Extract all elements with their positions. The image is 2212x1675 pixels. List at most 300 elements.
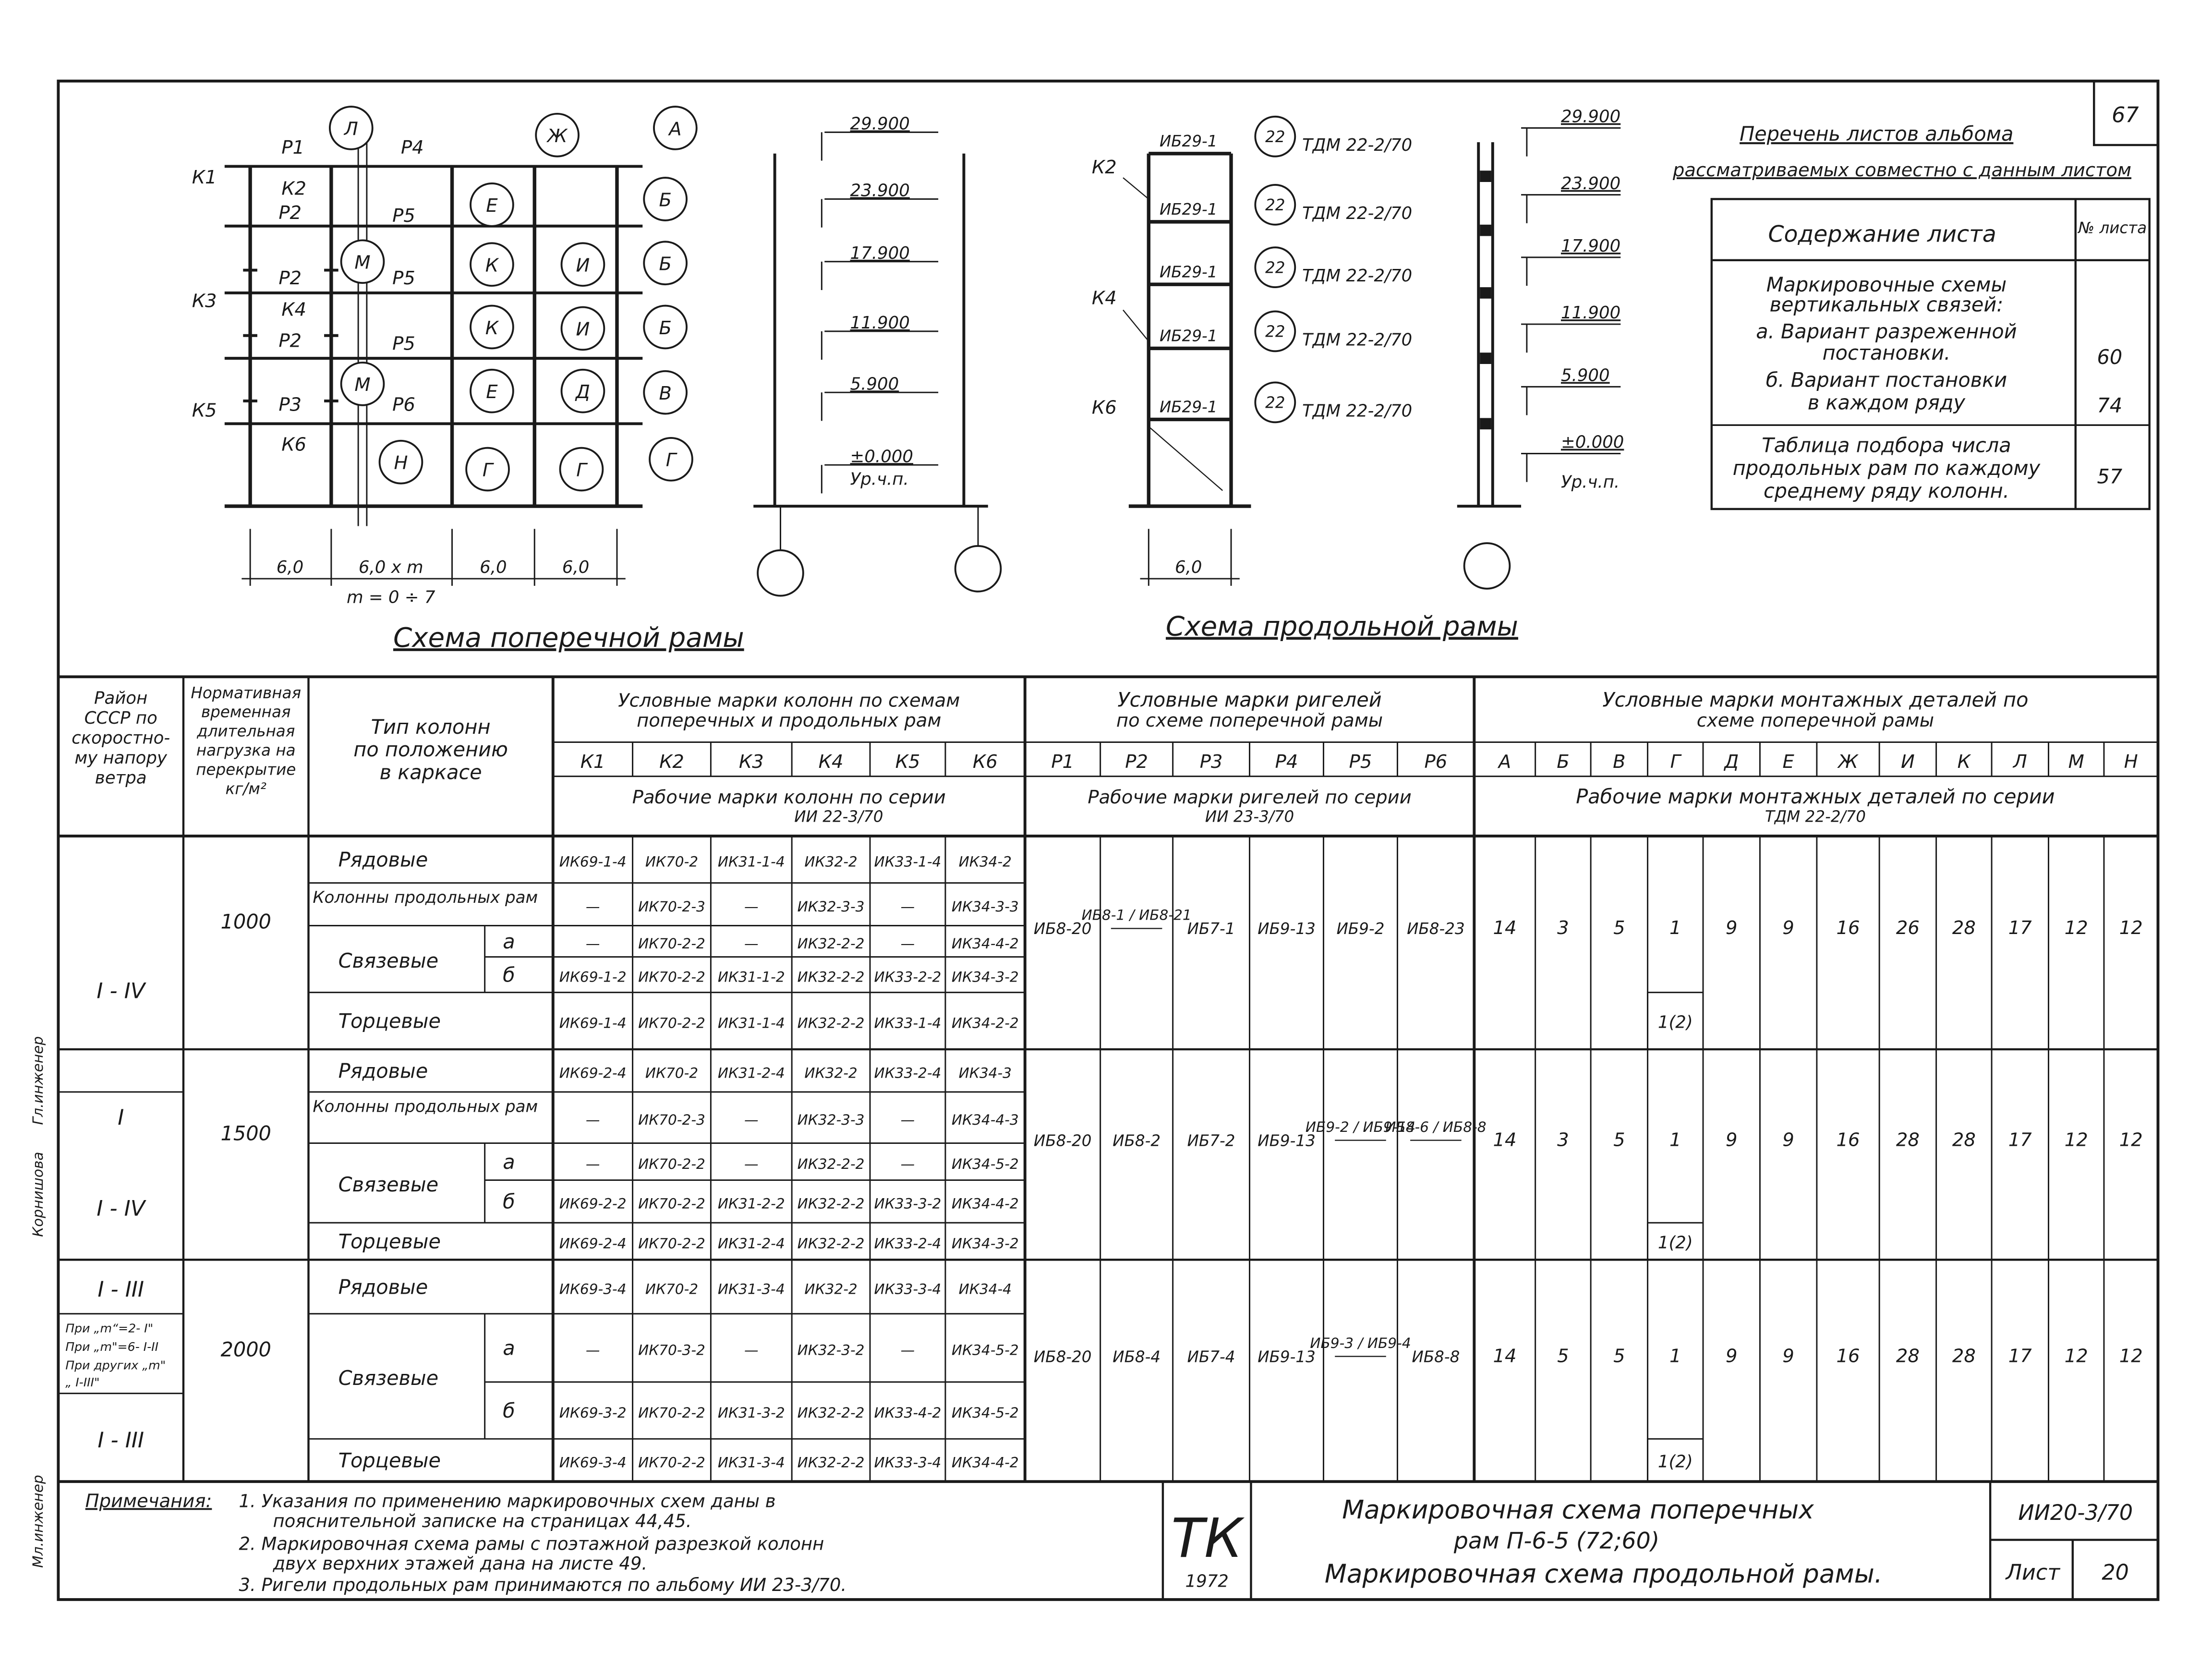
sub-label: а [503, 930, 515, 953]
column-label: К3 [192, 290, 217, 312]
column-mark-cell: ИК69-3-4 [559, 1281, 627, 1298]
level-label: 29.900 [850, 114, 910, 134]
detail-count: 28 [1952, 917, 1976, 939]
column-mark-cell: — [585, 898, 600, 915]
column-mark-cell: ИК33-1-4 [874, 1015, 942, 1032]
marker-label: Б [659, 317, 672, 339]
column-mark-cell: ИК34-5-2 [951, 1155, 1019, 1172]
col-key: К1 [580, 751, 605, 773]
sub-label: б [503, 963, 515, 987]
column-mark-cell: ИК34-3-2 [951, 1235, 1019, 1252]
column-label: К5 [192, 400, 217, 422]
column-mark-cell: — [900, 1155, 915, 1172]
column-mark-cell: ИК33-1-4 [874, 853, 942, 870]
detail-count: 16 [1836, 917, 1860, 939]
column-mark-cell: — [744, 898, 759, 915]
detail-label: ТДМ 22-2/70 [1302, 203, 1413, 223]
region-note: „ I-III" [65, 1375, 100, 1389]
det-key: Ж [1838, 751, 1858, 773]
type-label: Торцевые [338, 1230, 441, 1253]
det-key: Е [1782, 751, 1794, 773]
column-mark-cell: ИК69-3-2 [559, 1404, 627, 1421]
column-mark-cell: ИК32-2-2 [797, 1404, 865, 1421]
region-label: I [118, 1105, 124, 1130]
column-label: К1 [192, 166, 217, 188]
detail-no: 22 [1265, 393, 1285, 412]
column-mark-cell: ИК70-2-3 [638, 898, 705, 915]
detail-count: 1 [1669, 917, 1681, 939]
column-mark-cell: ИК31-1-4 [717, 1015, 785, 1032]
region-note: При „m“=2- I" [65, 1321, 154, 1335]
header-load: кг/м² [225, 779, 266, 798]
header-region: СССР по [84, 708, 157, 728]
column-label: К2 [281, 178, 307, 200]
column-mark-cell: ИК34-4-2 [951, 1195, 1019, 1212]
detail-count: 12 [2119, 917, 2143, 939]
beam-key: Р6 [1424, 751, 1448, 773]
column-label: К4 [281, 299, 307, 321]
detail-count: 12 [2119, 1345, 2143, 1367]
beam-label: Р3 [278, 394, 302, 416]
column-mark-cell: ИК69-2-4 [559, 1065, 627, 1081]
det-key: М [2068, 751, 2084, 773]
column-mark-cell: ИК70-2 [645, 1065, 699, 1081]
column-mark-cell: — [585, 1342, 600, 1359]
marker-label: Н [394, 452, 408, 474]
connection-mark [1480, 352, 1491, 364]
long-col-mark: К6 [1091, 397, 1117, 419]
beam-key: Р1 [1051, 751, 1075, 773]
torc-g-value: 1(2) [1657, 1452, 1693, 1472]
region-label: I - IV [97, 979, 145, 1004]
header-beams: ИИ 23-3/70 [1205, 807, 1294, 826]
beam-mark-cell: ИБ7-1 [1187, 920, 1235, 938]
connection-mark [1480, 170, 1491, 182]
column-mark-cell: ИК70-2-2 [638, 1454, 705, 1471]
marker-label: И [576, 255, 590, 277]
type-label: Торцевые [338, 1449, 441, 1472]
column-mark-cell: ИК34-5-2 [951, 1404, 1019, 1421]
sheet-list-line: постановки. [1822, 341, 1951, 365]
marker-label: Ж [547, 125, 568, 147]
header-cols: Условные марки колонн по схемам [618, 690, 960, 712]
det-key: Б [1557, 751, 1570, 773]
detail-count: 17 [2008, 1129, 2032, 1151]
level-label: Ур.ч.п. [1560, 472, 1620, 492]
beam-label: Р5 [392, 267, 415, 290]
column-mark-cell: ИК70-2-2 [638, 1015, 705, 1032]
header-load: нагрузка на [196, 741, 296, 760]
column-mark-cell: — [585, 1155, 600, 1172]
sheet-list-line: вертикальных связей: [1769, 293, 2004, 316]
region-label: I - III [97, 1428, 144, 1453]
title-line: Маркировочная схема поперечных [1342, 1495, 1814, 1525]
column-mark-cell: ИК31-2-4 [717, 1065, 785, 1081]
column-mark-cell: ИК32-3-3 [797, 898, 865, 915]
detail-count: 5 [1613, 1129, 1625, 1151]
column-mark-cell: ИК34-2 [958, 853, 1012, 870]
level-label: ±0.000 [1560, 432, 1624, 452]
column-mark-cell: ИК69-3-4 [559, 1454, 627, 1471]
detail-count: 5 [1613, 917, 1625, 939]
header-cols: поперечных и продольных рам [637, 709, 942, 731]
stamp: ТК [1171, 1507, 1243, 1570]
col-key: К5 [895, 751, 920, 773]
marker-label: Г [665, 449, 677, 472]
beam-mark-cell: ИБ8-1 / ИБ8-21 [1081, 907, 1192, 923]
sheet-list-title: Перечень листов альбома [1740, 122, 2014, 146]
column-mark-cell: ИК34-4 [958, 1281, 1012, 1298]
column-mark-cell: ИК34-4-2 [951, 1454, 1019, 1471]
column-mark-cell: ИК32-2-2 [797, 1195, 865, 1212]
connection-mark [1480, 418, 1491, 429]
album-sheet-number: 67 [2112, 103, 2139, 128]
column-mark-cell: — [900, 1342, 915, 1359]
column-mark-cell: ИК70-2 [645, 1281, 699, 1298]
header-beams: Условные марки ригелей [1117, 688, 1382, 712]
detail-label: ТДМ 22-2/70 [1302, 266, 1413, 286]
level-label: 23.900 [850, 181, 910, 201]
sheet-list-line: Таблица подбора числа [1762, 434, 2011, 457]
level-label: 23.900 [1560, 173, 1621, 194]
level-label: 11.900 [850, 313, 910, 333]
col-key: К3 [738, 751, 764, 773]
det-key: И [1900, 751, 1915, 773]
detail-count: 14 [1493, 917, 1517, 939]
level-label: ±0.000 [850, 447, 913, 467]
header-details: Условные марки монтажных деталей по [1602, 688, 2029, 712]
detail-count: 1 [1669, 1345, 1681, 1367]
marker-label: И [576, 318, 590, 340]
column-mark-cell: ИК31-2-2 [717, 1195, 785, 1212]
column-mark-cell: ИК33-2-4 [874, 1235, 942, 1252]
detail-no: 22 [1265, 196, 1285, 215]
column-mark-cell: ИК70-2 [645, 853, 699, 870]
beam-mark-cell: ИБ8-20 [1033, 1131, 1092, 1150]
column-mark-cell: ИК70-2-2 [638, 1235, 705, 1252]
column-mark-cell: — [744, 1342, 759, 1359]
detail-count: 14 [1493, 1129, 1517, 1151]
marker-label: В [659, 382, 672, 404]
header-load: Нормативная [191, 683, 302, 702]
header-cols: Рабочие марки колонн по серии [632, 786, 946, 808]
level-label: 17.900 [850, 243, 910, 263]
beam-label: Р2 [278, 202, 302, 224]
leader [1123, 310, 1148, 341]
column-mark-cell: ИК32-2-2 [797, 1235, 865, 1252]
col-key: К4 [818, 751, 844, 773]
sheet-list-head-no: № листа [2078, 218, 2147, 237]
header-type: по положению [353, 738, 508, 762]
detail-count: 17 [2008, 1345, 2032, 1367]
footing-circle [758, 550, 803, 596]
column-mark-cell: ИК70-3-2 [638, 1342, 705, 1359]
sheet-list-line: продольных рам по каждому [1732, 456, 2041, 480]
column-mark-cell: — [900, 935, 915, 952]
detail-count: 28 [1952, 1129, 1976, 1151]
type-label: Связевые [338, 1173, 439, 1197]
column-mark-cell: ИК33-4-2 [874, 1404, 942, 1421]
det-key: Г [1670, 751, 1681, 773]
header-load: перекрытие [196, 760, 296, 779]
connection-mark [1480, 287, 1491, 299]
beam-key: Р4 [1275, 751, 1298, 773]
detail-no: 22 [1265, 128, 1285, 146]
column-mark-cell: — [900, 898, 915, 915]
load-value: 2000 [220, 1338, 271, 1361]
det-key: Н [2124, 751, 2138, 773]
detail-count: 3 [1557, 1129, 1569, 1151]
beam-key: Р2 [1125, 751, 1148, 773]
detail-count: 14 [1493, 1345, 1517, 1367]
marker-label: Д [575, 381, 590, 403]
marker-label: Л [344, 118, 358, 140]
note-line: 3. Ригели продольных рам принимаются по альбому ИИ 23-3/70. [239, 1575, 847, 1596]
column-mark-cell: ИК70-2-3 [638, 1111, 705, 1128]
detail-count: 16 [1836, 1345, 1860, 1367]
sheet-list-line: б. Вариант постановки [1765, 368, 2007, 392]
long-col-mark: К2 [1091, 157, 1117, 179]
column-mark-cell: ИК69-1-2 [559, 969, 627, 985]
detail-count: 28 [1896, 1129, 1920, 1151]
long-beam-mark: ИБ29-1 [1159, 200, 1218, 219]
sheet-list-line: а. Вариант разреженной [1756, 320, 2017, 343]
det-key: К [1957, 751, 1971, 773]
beam-label: Р2 [278, 267, 302, 290]
column-mark-cell: ИК32-2-2 [797, 1155, 865, 1172]
sheet-label: Лист [2006, 1560, 2060, 1585]
sub-label: б [503, 1190, 515, 1214]
column-mark-cell: ИК34-5-2 [951, 1342, 1019, 1359]
marker-label: Г [576, 459, 587, 481]
marker-label: М [354, 374, 371, 396]
beam-label: Р5 [392, 205, 415, 227]
header-cols: ИИ 22-3/70 [794, 807, 883, 826]
column-mark-cell: ИК34-3-2 [951, 969, 1019, 985]
note-line: двух верхних этажей дана на листе 49. [273, 1553, 648, 1574]
sheet-list-line: в каждом ряду [1807, 391, 1966, 414]
beam-mark-cell: ИБ8-20 [1033, 1347, 1092, 1366]
column-mark-cell: ИК70-2-2 [638, 969, 705, 985]
header-load: временная [201, 703, 291, 721]
column-mark-cell: ИК32-2-2 [797, 1454, 865, 1471]
year: 1972 [1185, 1571, 1229, 1591]
column-mark-cell: ИК33-3-4 [874, 1281, 942, 1298]
beam-mark-cell: ИБ8-8 [1412, 1347, 1460, 1366]
detail-count: 9 [1726, 1345, 1738, 1367]
detail-count: 28 [1952, 1345, 1976, 1367]
cross-frame-caption: Схема поперечной рамы [393, 622, 744, 654]
sheet-list-no: 60 [2097, 345, 2123, 369]
beam-mark-cell: ИБ8-23 [1407, 920, 1465, 938]
column-mark-cell: ИК31-3-4 [717, 1454, 785, 1471]
beam-key: Р5 [1349, 751, 1372, 773]
column-mark-cell: — [744, 935, 759, 952]
detail-count: 26 [1896, 917, 1920, 939]
beam-mark-cell: ИБ8-20 [1033, 920, 1092, 938]
column-mark-cell: ИК32-3-2 [797, 1342, 865, 1359]
det-key: Д [1724, 751, 1739, 773]
marker-label: Е [486, 195, 498, 217]
column-mark-cell: ИК31-2-4 [717, 1235, 785, 1252]
header-region: скоростно- [72, 728, 170, 748]
detail-count: 9 [1782, 917, 1794, 939]
sub-label: а [503, 1150, 515, 1174]
long-beam-mark: ИБ29-1 [1159, 327, 1218, 345]
leader [1148, 426, 1222, 490]
title-line: рам П-6-5 (72;60) [1453, 1528, 1660, 1554]
long-col-mark: К4 [1091, 287, 1117, 309]
sub-label: б [503, 1399, 515, 1422]
beam-label: Р1 [281, 136, 304, 158]
det-key: В [1613, 751, 1626, 773]
detail-count: 1 [1669, 1129, 1681, 1151]
column-mark-cell: — [744, 1155, 759, 1172]
column-label: К6 [281, 434, 307, 456]
col-key: К2 [659, 751, 684, 773]
type-label: Связевые [338, 1366, 439, 1390]
beam-label: Р2 [278, 330, 302, 352]
beam-mark-cell: ИБ9-2 [1336, 920, 1385, 938]
detail-count: 3 [1557, 917, 1569, 939]
detail-count: 16 [1836, 1129, 1860, 1151]
beam-mark-cell: ИБ9-2 / ИБ9-14 [1305, 1118, 1416, 1135]
column-mark-cell: — [585, 1111, 600, 1128]
beam-key: Р3 [1199, 751, 1223, 773]
beam-mark-cell: ИБ8-6 / ИБ8-8 [1385, 1118, 1487, 1135]
level-label: 5.900 [1560, 365, 1610, 386]
type-label: Колонны продольных рам [313, 1097, 538, 1117]
header-type: Тип колонн [371, 715, 491, 739]
level-label: 29.900 [1560, 107, 1621, 127]
region-note: При других „m" [65, 1358, 166, 1372]
column-mark-cell: ИК34-3 [958, 1065, 1012, 1081]
detail-count: 5 [1613, 1345, 1625, 1367]
header-details: Рабочие марки монтажных деталей по серии [1576, 785, 2055, 808]
dim-label: 6,0 x m [358, 558, 423, 578]
column-mark-cell: ИК70-2-2 [638, 1404, 705, 1421]
beam-mark-cell: ИБ9-3 / ИБ9-4 [1310, 1335, 1411, 1351]
detail-label: ТДМ 22-2/70 [1302, 330, 1413, 350]
detail-label: ТДМ 22-2/70 [1302, 135, 1413, 155]
beam-label: Р5 [392, 333, 415, 355]
header-region: ветра [95, 768, 147, 788]
header-region: Район [94, 688, 148, 708]
marker-label: К [485, 255, 499, 277]
column-mark-cell: ИК34-4-2 [951, 935, 1019, 952]
column-mark-cell: ИК31-3-2 [717, 1404, 785, 1421]
column-mark-cell: — [900, 1111, 915, 1128]
beam-mark-cell: ИБ7-2 [1187, 1131, 1235, 1150]
level-label: 5.900 [850, 374, 899, 394]
column-mark-cell: ИК70-2-2 [638, 935, 705, 952]
column-mark-cell: ИК32-2 [804, 1065, 858, 1081]
header-details: схеме поперечной рамы [1696, 709, 1934, 731]
column-mark-cell: — [585, 935, 600, 952]
column-mark-cell: ИК32-2-2 [797, 969, 865, 985]
sheet-list-line: Маркировочные схемы [1766, 273, 2007, 296]
detail-no: 22 [1265, 258, 1285, 277]
torc-g-value: 1(2) [1657, 1012, 1693, 1032]
column-mark-cell: ИК33-2-4 [874, 1065, 942, 1081]
header-beams: по схеме поперечной рамы [1116, 709, 1383, 731]
beam-mark-cell: ИБ7-4 [1187, 1347, 1235, 1366]
region-label: I - III [97, 1277, 144, 1302]
column-mark-cell: ИК31-1-2 [717, 969, 785, 985]
detail-no: 22 [1265, 322, 1285, 341]
load-value: 1000 [220, 910, 271, 934]
sheet-list-line: среднему ряду колонн. [1764, 479, 2009, 503]
column-mark-cell: ИК69-2-4 [559, 1235, 627, 1252]
dim-label: 6,0 [276, 558, 304, 578]
column-mark-cell: ИК33-2-2 [874, 969, 942, 985]
column-mark-cell: ИК32-2 [804, 1281, 858, 1298]
column-mark-cell: — [744, 1111, 759, 1128]
marker-label: М [354, 252, 371, 274]
header-region: му напору [74, 748, 167, 768]
marker-label: А [669, 118, 682, 140]
det-key: Л [2013, 751, 2027, 773]
long-beam-mark: ИБ29-1 [1159, 132, 1218, 150]
marker-label: К [485, 317, 499, 339]
detail-count: 12 [2119, 1129, 2143, 1151]
footing-circle [1464, 543, 1510, 589]
header-beams: Рабочие марки ригелей по серии [1088, 786, 1412, 808]
title-line: Маркировочная схема продольной рамы. [1324, 1559, 1883, 1589]
note-line: пояснительной записке на страницах 44,45. [273, 1510, 692, 1531]
beam-mark-cell: ИБ9-13 [1257, 1347, 1316, 1366]
det-key: А [1498, 751, 1511, 773]
level-label: 11.900 [1560, 303, 1621, 323]
column-mark-cell: ИК31-3-4 [717, 1281, 785, 1298]
marker-label: Б [659, 189, 672, 211]
dim-label: 6,0 [480, 558, 507, 578]
marker-label: Е [486, 381, 498, 403]
level-label: 17.900 [1560, 236, 1621, 256]
beam-mark-cell: ИБ8-2 [1112, 1131, 1161, 1150]
column-mark-cell: ИК69-2-2 [559, 1195, 627, 1212]
note-line: 2. Маркировочная схема рамы с поэтажной разрезкой колонн [239, 1533, 824, 1554]
beam-label: Р4 [400, 136, 424, 158]
dim-note: m = 0 ÷ 7 [346, 587, 435, 607]
torc-g-value: 1(2) [1657, 1233, 1693, 1253]
long-beam-mark: ИБ29-1 [1159, 263, 1218, 281]
detail-count: 17 [2008, 917, 2032, 939]
col-key: К6 [972, 751, 998, 773]
header-type: в каркасе [379, 761, 482, 784]
sheet-list-no: 74 [2097, 394, 2123, 417]
column-mark-cell: ИК31-1-4 [717, 853, 785, 870]
column-mark-cell: ИК34-2-2 [951, 1015, 1019, 1032]
connection-mark [1480, 225, 1491, 236]
footing-circle [955, 546, 1001, 592]
column-mark-cell: ИК69-1-4 [559, 1015, 627, 1032]
detail-count: 12 [2064, 1129, 2088, 1151]
long-frame-caption: Схема продольной рамы [1166, 611, 1518, 643]
type-label: Рядовые [338, 1275, 428, 1299]
type-label: Рядовые [338, 1059, 428, 1083]
marker-label: Г [482, 459, 493, 481]
load-value: 1500 [220, 1122, 271, 1145]
margin-text: Гл.инженер [29, 1036, 46, 1125]
region-note: При „m"=6- I-II [65, 1339, 159, 1354]
detail-count: 12 [2064, 917, 2088, 939]
series-code: ИИ20-3/70 [2018, 1501, 2133, 1526]
type-label: Колонны продольных рам [313, 888, 538, 908]
column-mark-cell: ИК34-3-3 [951, 898, 1019, 915]
margin-text: Мл.инженер [29, 1475, 46, 1568]
sheet-list-head-content: Содержание листа [1768, 221, 1996, 248]
